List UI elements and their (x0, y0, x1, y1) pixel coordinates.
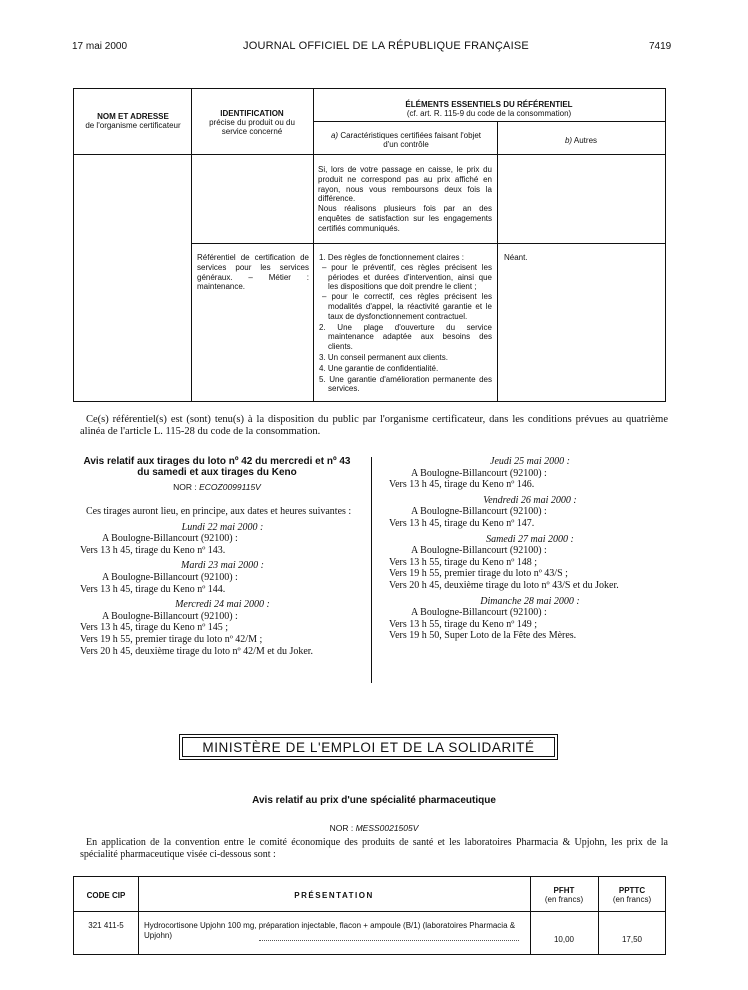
row-pfht: 10,00 (553, 935, 575, 944)
col2-sub: précise du produit ou du service concerné (209, 118, 295, 136)
h-pfht-sub: (en francs) (544, 895, 584, 904)
h-ppttc: PPTTC (618, 886, 646, 895)
loto-day: Jeudi 25 mai 2000 : (490, 456, 570, 467)
price-col-presentation (140, 891, 528, 900)
col3b-label: b) (564, 136, 573, 145)
col1-head: NOM ET ADRESSE (97, 112, 169, 121)
price-col-pfht (532, 886, 596, 904)
loto-nor-label: NOR : (173, 482, 200, 492)
h-ppttc-sub: (en francs) (612, 895, 652, 904)
column-divider (371, 457, 372, 683)
journal-title: JOURNAL OFFICIEL DE LA RÉPUBLIQUE FRANÇAISE (243, 40, 529, 52)
row-ppttc: 17,50 (621, 935, 643, 944)
loto-intro: Ces tirages auront lieu, en principe, aux dates et heures suivantes : (86, 506, 352, 517)
col1-sub: de l'organisme certificateur (85, 121, 181, 130)
loto-avis-title: Avis relatif aux tirages du loto nº 42 du mercredi et nº 43 du samedi et aux tirages du Keno (83, 456, 351, 478)
loto-left-column (80, 506, 365, 657)
col-header-autres (502, 136, 660, 145)
col3b-text: Autres (572, 136, 598, 145)
col3a-text: Caractéristiques certifiées faisant l'objet d'un contrôle (338, 131, 482, 149)
loto-place: A Boulogne-Billancourt (92100) : (102, 533, 238, 545)
loto-place: A Boulogne-Billancourt (92100) : (411, 607, 547, 619)
loto-line: Vers 19 h 55, premier tirage du loto nº 43/S ; (389, 568, 568, 580)
row-code: 321 411-5 (88, 921, 124, 930)
loto-place: A Boulogne-Billancourt (92100) : (411, 467, 547, 479)
referentiel-table (73, 88, 666, 402)
row1-text2: Nous réalisons plusieurs fois par an des enquêtes de satisfaction sur les engagements certifiés communiqués. (318, 204, 492, 233)
price-col-code (76, 891, 136, 900)
col-header-caracteristiques (324, 131, 488, 149)
loto-day: Samedi 27 mai 2000 : (486, 533, 574, 545)
row1-caracteristiques (318, 165, 492, 234)
col3-sub: (cf. art. R. 115-9 du code de la consommation) (406, 109, 572, 118)
loto-day: Mardi 23 mai 2000 : (181, 560, 264, 572)
loto-nor-code: ECOZ0099115V (199, 482, 261, 492)
loto-day: Lundi 22 mai 2000 : (181, 521, 264, 533)
pharma-nor (80, 823, 668, 833)
row2-identification: Référentiel de certification de services pour les services généraux. – Métier : maintenance. (197, 253, 309, 292)
referentiel-note: Ce(s) référentiel(s) est (sont) tenu(s) à la disposition du public par l'organisme certificateur, dans les conditions prévues au quatrième alinéa de l'article L. 115-28 du code de la consommation. (80, 414, 668, 437)
price-col-ppttc (600, 886, 664, 904)
ministry-heading (179, 734, 558, 760)
loto-line: Vers 13 h 55, tirage du Keno nº 149 ; (389, 618, 538, 630)
row1-text1: Si, lors de votre passage en caisse, le prix du produit ne correspond pas au prix affiché en rayon, nous vous remboursons deux fois la différence. (318, 165, 492, 204)
row2-item: 5. Une garantie d'amélioration permanente des services. (319, 374, 492, 394)
col-header-organisme (78, 112, 188, 130)
loto-right-column (389, 456, 671, 642)
h-code: CODE CIP (86, 891, 126, 900)
row2-item: 1. Des règles de fonctionnement claires : (319, 253, 464, 262)
col2-head: IDENTIFICATION (220, 109, 284, 118)
col-header-identification (196, 109, 308, 136)
price-table (73, 876, 666, 955)
loto-line: Vers 19 h 50, Super Loto de la Fête des Mères. (389, 630, 577, 642)
row2-item: 4. Une garantie de confidentialité. (319, 363, 439, 373)
loto-line: Vers 13 h 55, tirage du Keno nº 148 ; (389, 556, 538, 568)
row2-item: 2. Une plage d'ouverture du service maintenance adaptée aux besoins des clients. (319, 322, 492, 352)
row2-item: 3. Un conseil permanent aux clients. (319, 352, 448, 362)
header-date: 17 mai 2000 (72, 41, 128, 52)
pharma-avis-title: Avis relatif au prix d'une spécialité pharmaceutique (252, 795, 496, 806)
ministry-name: MINISTÈRE DE L'EMPLOI ET DE LA SOLIDARITÉ (202, 739, 535, 755)
loto-line: Vers 19 h 55, premier tirage du loto nº 42/M ; (80, 633, 263, 645)
loto-day: Vendredi 26 mai 2000 : (483, 494, 577, 506)
row2-item: – pour le préventif, ces règles précisent les périodes et durées d'intervention, ainsi que les dispositions que doit prendre le client ; (322, 262, 492, 292)
page-number: 7419 (649, 41, 672, 52)
loto-place: A Boulogne-Billancourt (92100) : (102, 571, 238, 583)
loto-line: Vers 13 h 45, tirage du Keno nº 147. (389, 517, 535, 529)
row2-autres: Néant. (504, 253, 528, 262)
pharma-nor-label: NOR : (329, 823, 356, 833)
loto-place: A Boulogne-Billancourt (92100) : (102, 610, 238, 622)
loto-line: Vers 13 h 45, tirage du Keno nº 145 ; (80, 622, 229, 634)
row2-item: – pour le correctif, ces règles précisent les modalités d'appel, la réactivité garantie et le taux de dysfonctionnement contractuel. (322, 292, 492, 321)
col3a-label: a) (330, 131, 339, 140)
h-pfht: PFHT (553, 886, 575, 895)
loto-line: Vers 13 h 45, tirage du Keno nº 146. (389, 479, 535, 491)
loto-line: Vers 20 h 45, deuxième tirage du loto nº 43/S et du Joker. (389, 579, 619, 591)
loto-line: Vers 13 h 45, tirage du Keno nº 143. (80, 544, 226, 556)
col-header-elements (318, 100, 660, 118)
dot-leader (259, 940, 519, 941)
loto-place: A Boulogne-Billancourt (92100) : (411, 545, 547, 557)
col3-head: ÉLÉMENTS ESSENTIELS DU RÉFÉRENTIEL (405, 100, 573, 109)
loto-day: Dimanche 28 mai 2000 : (480, 595, 580, 607)
h-presentation: PRÉSENTATION (294, 891, 374, 900)
loto-day: Mercredi 24 mai 2000 : (175, 599, 270, 611)
row-presentation: Hydrocortisone Upjohn 100 mg, préparation injectable, flacon + ampoule (B/1) (laboratoires Pharmacia & Upjohn) (144, 921, 516, 940)
row2-caracteristiques (318, 253, 492, 394)
loto-line: Vers 13 h 45, tirage du Keno nº 144. (80, 583, 226, 595)
loto-line: Vers 20 h 45, deuxième tirage du loto nº 42/M et du Joker. (80, 645, 314, 657)
pharma-avis-body: En application de la convention entre le comité économique des produits de santé et les laboratoires Pharmacia & Upjohn, les prix de la spécialité pharmaceutique visée ci-dessous sont : (80, 837, 668, 860)
loto-place: A Boulogne-Billancourt (92100) : (411, 506, 547, 518)
pharma-nor-code: MESS0021505V (355, 823, 419, 833)
loto-nor (82, 482, 352, 492)
